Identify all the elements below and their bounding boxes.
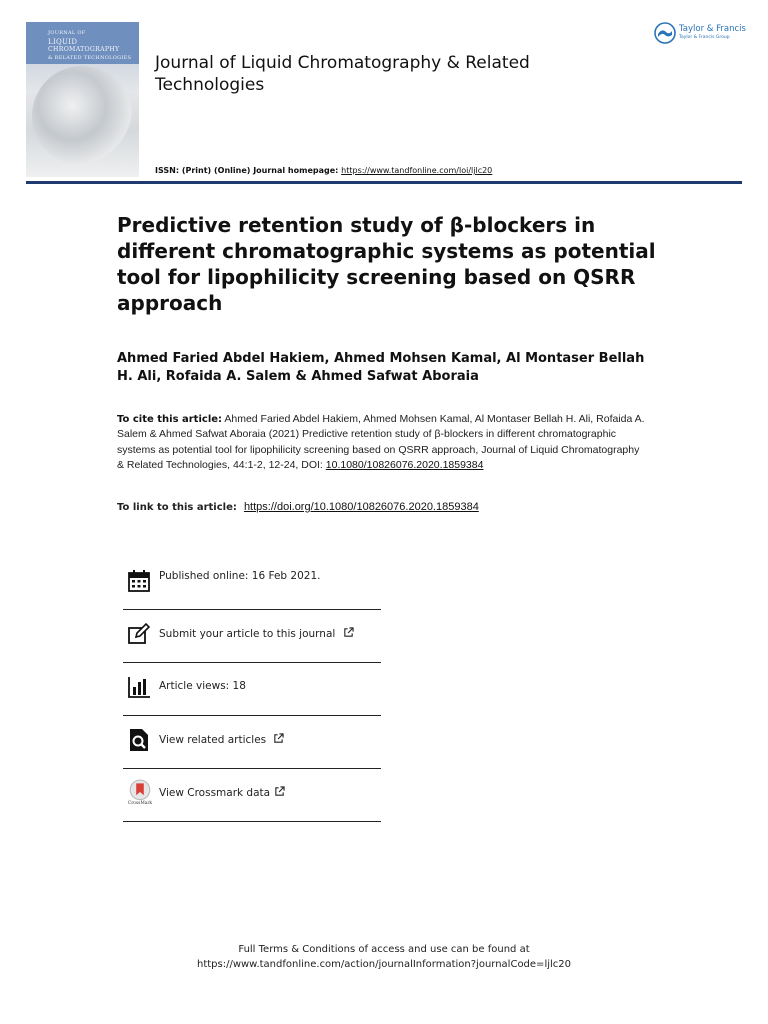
published-row [123, 557, 381, 610]
journal-cover-image [26, 22, 139, 177]
external-link-icon [273, 733, 284, 744]
publisher-subname: Taylor & Francis Group [679, 35, 730, 40]
citation-block [117, 412, 647, 474]
related-articles-row[interactable] [123, 716, 381, 769]
cover-artwork [32, 66, 132, 166]
article-doi-url-link[interactable]: https://doi.org/10.1080/10826076.2020.1859384 [243, 501, 479, 513]
crossmark-caption: CrossMark [127, 800, 153, 806]
citation-label: To cite this article: [117, 414, 223, 425]
cover-line: LIQUID [48, 38, 78, 46]
footer-terms-url[interactable]: https://www.tandfonline.com/action/journalInformation?journalCode=ljlc20 [196, 959, 571, 970]
calendar-icon [127, 569, 151, 593]
related-articles-label: View related articles [159, 734, 267, 746]
article-views-row [123, 663, 381, 716]
cover-line: CHROMATOGRAPHY [48, 46, 120, 53]
crossmark-label: View Crossmark data [159, 787, 271, 799]
footer-terms-text: Full Terms & Conditions of access and use can be found at [238, 944, 530, 955]
doi-link[interactable]: 10.1080/10826076.2020.1859384 [325, 459, 484, 472]
external-link-icon [343, 627, 354, 638]
related-articles-link[interactable] [159, 733, 284, 746]
publisher-logo[interactable] [654, 22, 750, 46]
crossmark-icon [127, 777, 153, 807]
cover-line: & RELATED TECHNOLOGIES [48, 55, 132, 61]
article-link-line [117, 501, 479, 513]
published-date-text: Published online: 16 Feb 2021. [159, 570, 321, 582]
issn-text: ISSN: (Print) (Online) Journal homepage: [155, 166, 342, 175]
issn-line [155, 166, 492, 175]
submit-article-link[interactable] [159, 627, 354, 640]
journal-title: Journal of Liquid Chromatography & Related Technologies [155, 53, 530, 95]
journal-homepage-link[interactable]: https://www.tandfonline.com/loi/ljlc20 [341, 166, 493, 175]
article-authors: Ahmed Faried Abdel Hakiem, Ahmed Mohsen Kamal, Al Montaser Bellah H. Ali, Rofaida A. Salem & Ahmed Safwat Aboraia [117, 351, 645, 384]
edit-icon [127, 622, 151, 646]
article-views-text: Article views: 18 [159, 680, 246, 692]
bar-chart-icon [127, 675, 151, 699]
crossmark-link[interactable] [159, 786, 285, 799]
footer-terms [0, 942, 768, 972]
submit-article-label: Submit your article to this journal [159, 628, 336, 640]
external-link-icon [274, 786, 285, 797]
publisher-name: Taylor & Francis [679, 24, 746, 34]
taylor-francis-logo-icon [654, 22, 676, 44]
citation-text: Ahmed Faried Abdel Hakiem, Ahmed Mohsen Kamal, Al Montaser Bellah H. Ali, Rofaida A. Salem & Ahmed Safwat Aboraia (2021) Predictive retention study of β-blockers in different chromatographic systems as potential tool for lipophilicity screening based on QSRR approach, Journal of Liquid Chromatography & Related Technologies, 44:1-2, 12-24, DOI: [117, 413, 645, 472]
article-title: Predictive retention study of β-blockers in different chromatographic systems as potential tool for lipophilicity screening based on QSRR approach [117, 213, 656, 315]
header-divider [26, 181, 742, 184]
link-label: To link to this article: [117, 502, 237, 513]
cover-line: JOURNAL OF [48, 30, 86, 36]
related-articles-search-icon [127, 728, 151, 752]
crossmark-row[interactable] [123, 769, 381, 822]
submit-article-row[interactable] [123, 610, 381, 663]
